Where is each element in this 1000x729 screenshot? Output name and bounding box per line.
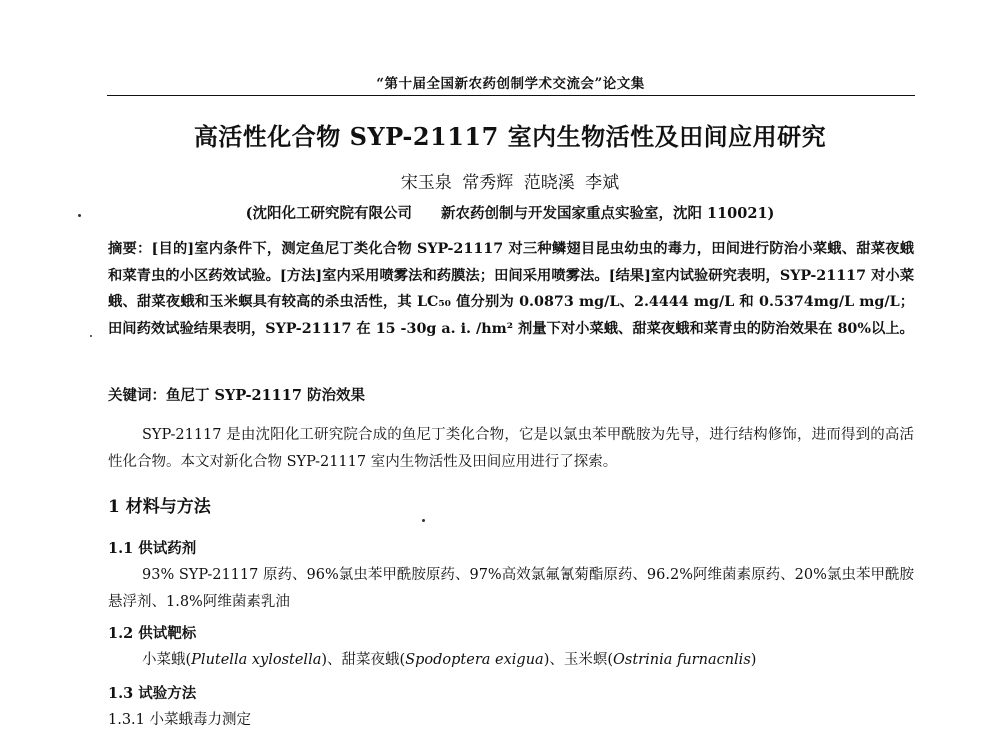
- subsection-text-1-1: 93% SYP-21117 原药、96%氯虫苯甲酰胺原药、97%高效氯氟氰菊酯原药、96.2%阿维菌素原药、20%氯虫苯甲酰胺悬浮剂、1.8%阿维菌素乳油: [108, 567, 914, 610]
- target-text: 小菜蛾(: [142, 652, 192, 668]
- subsection-heading-1-3: 1.3 试验方法: [108, 685, 197, 702]
- authors: 宋玉泉 常秀辉 范晓溪 李斌: [400, 173, 620, 193]
- affiliation: (沈阳化工研究院有限公司 新农药创制与开发国家重点实验室，沈阳 110021): [245, 205, 775, 222]
- paper-title: 高活性化合物 SYP-21117 室内生物活性及田间应用研究: [193, 122, 827, 151]
- species-name: Plutella xylostella: [191, 652, 322, 668]
- subsection-text-1-2: [108, 647, 914, 674]
- keywords-text: 鱼尼丁 SYP-21117 防治效果: [166, 387, 365, 404]
- scan-speck: [78, 214, 81, 217]
- keywords: [108, 384, 914, 405]
- species-name: Spodoptera exigua: [405, 652, 544, 668]
- target-text: )、甜菜夜蛾(: [321, 652, 406, 668]
- keywords-label: 关键词：: [108, 387, 166, 404]
- subsection-heading-1-1: 1.1 供试药剂: [108, 540, 197, 557]
- scan-speck: [422, 519, 425, 522]
- header-rule: [107, 95, 915, 96]
- subsection-heading-1-2: 1.2 供试靶标: [108, 625, 197, 642]
- running-header: “第十届全国新农药创制学术交流会”论文集: [376, 76, 645, 92]
- intro-paragraph: SYP-21117 是由沈阳化工研究院合成的鱼尼丁类化合物，它是以氯虫苯甲酰胺为先导，进行结构修饰，进而得到的高活性化合物。本文对新化合物 SYP-21117 室内生物活性及田间应用进行了探索。: [108, 427, 914, 470]
- abstract-text: [目的]室内条件下，测定鱼尼丁类化合物 SYP-21117 对三种鳞翅目昆虫幼虫的毒力，田间进行防治小菜蛾、甜菜夜蛾和菜青虫的小区药效试验。[方法]室内采用喷雾法和药膜法；田间采用喷雾法。[结果]室内试验研究表明，SYP-21117 对小菜蛾、甜菜夜蛾和玉米螟具有较高的杀虫活性，其 LC₅₀ 值分别为 0.0873 mg/L、2.4444 mg/L 和 0.5374mg/L mg/L；田间药效试验结果表明，SYP-21117 在 15 -30g a. i. /hm² 剂量下对小菜蛾、甜菜夜蛾和菜青虫的防治效果在 80%以上。: [108, 241, 914, 337]
- subsection-heading-1-3-1: 1.3.1 小菜蛾毒力测定: [108, 712, 252, 728]
- section-heading-1: 1 材料与方法: [108, 497, 211, 517]
- scan-speck: [90, 335, 92, 337]
- target-text: )、玉米螟(: [543, 652, 614, 668]
- species-name: Ostrinia furnacnlis: [613, 652, 751, 668]
- abstract: [108, 236, 914, 342]
- abstract-label: 摘要：: [108, 241, 152, 257]
- target-text: ): [750, 652, 757, 668]
